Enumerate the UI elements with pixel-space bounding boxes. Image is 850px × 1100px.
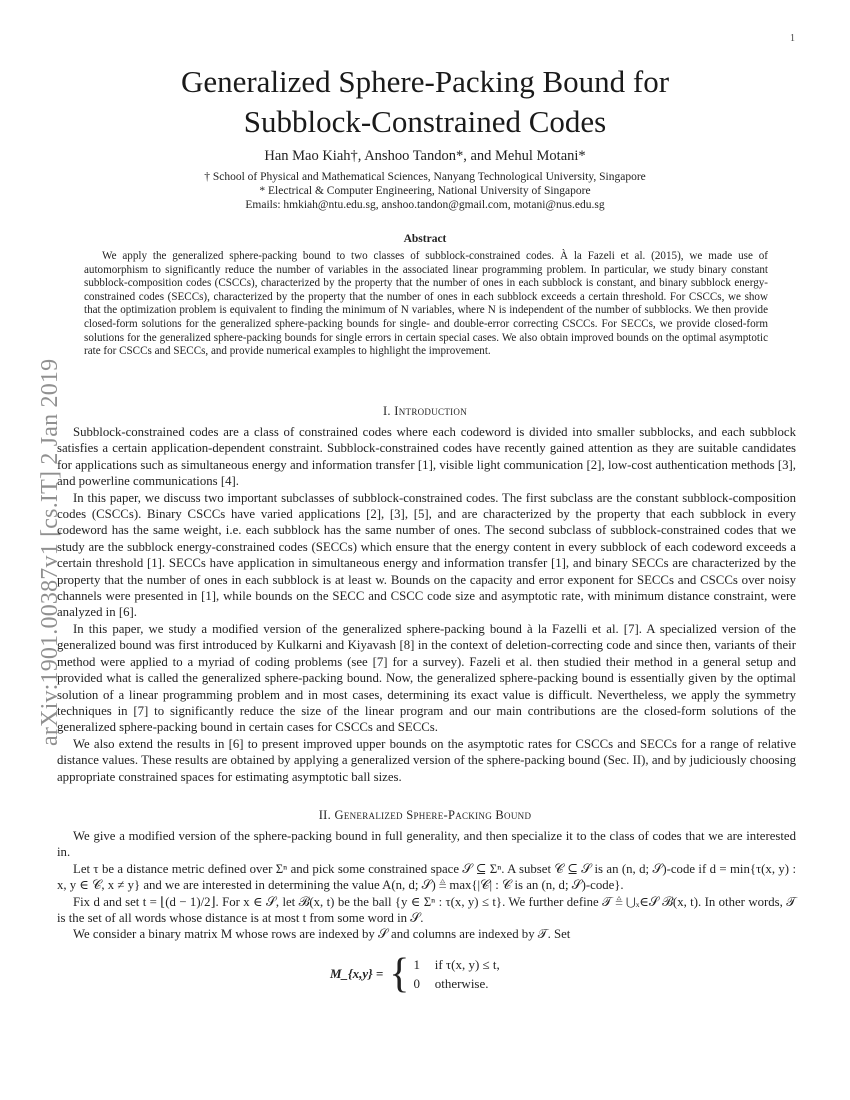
sec2-paragraph: We give a modified version of the sphere-packing bound in full generality, and then specialize it to the class of codes that we are interested in. (57, 829, 796, 860)
case-1-condition: if τ(x, y) ≤ t, (434, 957, 500, 972)
equation-cases (413, 955, 499, 993)
arxiv-stamp: arXiv:1901.00387v1 [cs.IT] 2 Jan 2019 (37, 358, 63, 746)
sec2-paragraph: Let τ be a distance metric defined over Σⁿ and pick some constrained space 𝒮 ⊆ Σⁿ. A subset 𝒞 ⊆ 𝒮 is an (n, d; 𝒮)-code if d = min{τ(x, y) : x, y ∈ 𝒞, x ≠ y} and we are interested in determining the value A(n, d; 𝒮) ≜ max{|𝒞| : 𝒞 is an (n, d; 𝒮)-code}. (57, 861, 796, 893)
sec2-paragraph: Fix d and set t = ⌊(d − 1)/2⌋. For x ∈ 𝒮, let ℬ(x, t) be the ball {y ∈ Σⁿ : τ(x, y) ≤ t}. We further define 𝒯 ≜ ⋃ₓ∈𝒮 ℬ(x, t). In other words, 𝒯 is the set of all words whose distance is at most t from some word in 𝒮. (57, 894, 796, 926)
intro-paragraph: We also extend the results in [6] to present improved upper bounds on the asymptotic rates for CSCCs and SECCs for a range of relative distance values. These results are obtained by applying a generalized version of the sphere-packing bound (Sec. II), and by judiciously choosing appropriate constrained spaces for estimating asymptotic ball sizes. (57, 736, 796, 784)
affiliation-1: † School of Physical and Mathematical Sciences, Nanyang Technological University, Singapore (204, 171, 646, 183)
page-number: 1 (790, 33, 795, 44)
section-1-heading: I. Introduction (382, 404, 468, 418)
intro-paragraph: In this paper, we discuss two important subclasses of subblock-constrained codes. The first subclass are the constant subblock-composition codes (CSCCs). Binary CSCCs have varied applications [2], [3], [5], and are characterized by the property that each subblock in every codeword has the same weight, i.e. each subblock has the same number of ones. The second subclass of subblock-constrained codes that we study are the subblock energy-constrained codes (SECCs) which ensure that the energy content in every subblock of each codeword exceeds a certain threshold [1]. SECCs have application in simultaneous energy and information transfer [1], and binary SECCs are characterized by the property that the number of ones in each subblock is at least w. Bounds on the capacity and error exponent for SECCs and CSCCs over noisy channels were presented in [1], while bounds on the SECC and CSCC code size and asymptotic rate, with minimum distance constraint, were analyzed in [6]. (57, 490, 796, 620)
title-line-2: Subblock-Constrained Codes (243, 104, 607, 139)
abstract-heading: Abstract (403, 233, 447, 245)
section-2-body (57, 828, 796, 943)
paper-title (100, 62, 750, 142)
intro-paragraph: In this paper, we study a modified version of the generalized sphere-packing bound à la Fazelli et al. [7]. A specialized version of the generalized bound was first introduced by Kulkarni and Kiyavash [8] in the context of deletion-correcting code and since then, variants of their method were applied to a myriad of coding problems (see [7] for a survey). Fazeli et al. then studied their method in a general setup and provided what is called the generalized sphere-packing bound. Now, the generalized sphere-packing bound is essentially given by the optimal solution of a linear programming problem and in most cases, determining its exact value is difficult. Nevertheless, we apply the symmetry techniques in [7] to significantly reduce the size of the linear program and our main contributions are the closed-form solutions of the generalized sphere-packing bound in certain cases for CSCCs and SECCs. (57, 621, 796, 735)
sec2-paragraph: We consider a binary matrix M whose rows are indexed by 𝒮 and columns are indexed by 𝒯. Set (73, 927, 571, 942)
intro-paragraph: Subblock-constrained codes are a class of constrained codes where each codeword is divided into smaller subblocks, and each subblock satisfies a certain application-dependent constraint. Subblock-constrained codes have recently gained attention as they are suitable candidates for applications such as simultaneous energy and information transfer [1], visible light communication [2], low-cost authentication methods [3], and powerline communications [4]. (57, 425, 796, 489)
equation-brace: { (389, 951, 410, 997)
matrix-definition-equation (330, 951, 500, 997)
introduction-body (57, 424, 796, 785)
abstract-text: We apply the generalized sphere-packing bound to two classes of subblock-constrained codes. À la Fazeli et al. (2015), we made use of automorphism to significantly reduce the number of variables in the associated linear programming problem. In particular, we study binary constant subblock-composition codes (CSCCs), characterized by the property that the number of ones in each subblock is constant, and binary subblock energy-constrained codes (SECCs), characterized by the property that the number of ones in each subblock exceeds a certain threshold. For CSCCs, we show that the optimization problem is equivalent to finding the minimum of N variables, where N is independent of the number of subblocks. We then provide closed-form solutions for the generalized sphere-packing bounds for single- and double-error correcting CSCCs. For SECCs, we provide closed-form solutions for the generalized sphere-packing bounds for single errors in certain special cases. We also obtain improved bounds on the optimal asymptotic rate for CSCCs and SECCs, and provide numerical examples to highlight the improvement. (84, 250, 768, 358)
equation-case-1 (413, 955, 499, 974)
case-2-value: 0 (413, 976, 420, 991)
case-1-value: 1 (413, 957, 420, 972)
authors: Han Mao Kiah†, Anshoo Tandon*, and Mehul Motani* (264, 148, 586, 164)
section-2-heading: II. Generalized Sphere-Packing Bound (318, 808, 532, 822)
equation-case-2 (413, 974, 499, 993)
case-2-condition: otherwise. (434, 976, 489, 991)
equation-lhs: M_{x,y} = (330, 966, 384, 981)
affiliation-2: * Electrical & Computer Engineering, National University of Singapore (259, 185, 591, 197)
emails: Emails: hmkiah@ntu.edu.sg, anshoo.tandon@gmail.com, motani@nus.edu.sg (245, 199, 605, 211)
title-line-1: Generalized Sphere-Packing Bound for (180, 64, 670, 99)
